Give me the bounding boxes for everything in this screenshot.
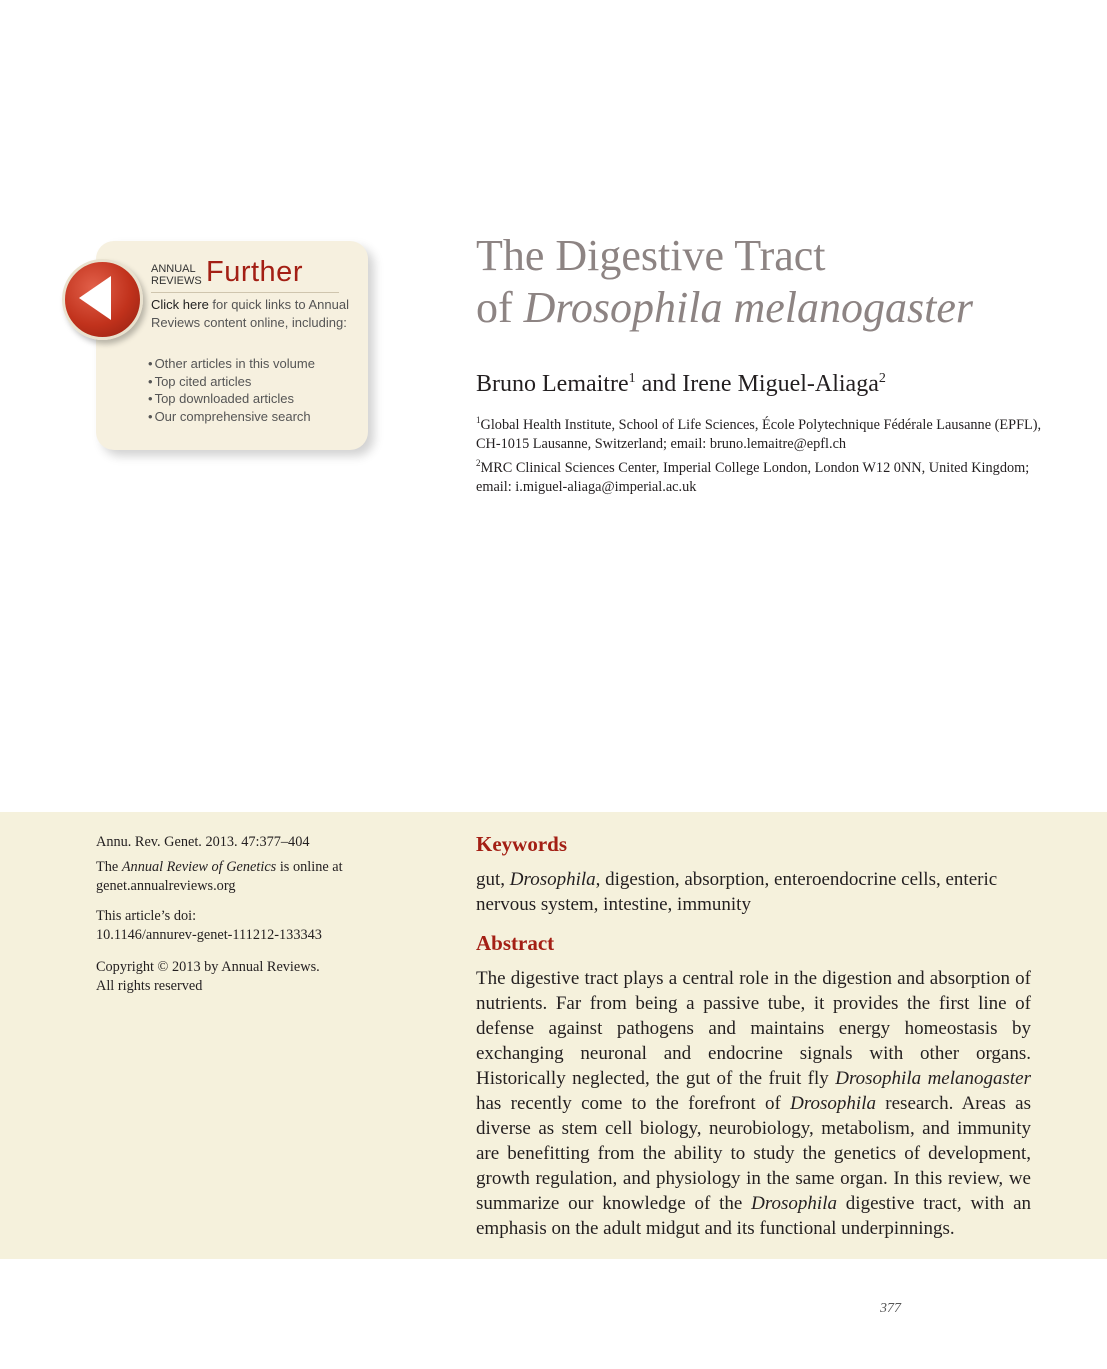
further-title: Further <box>206 256 303 288</box>
page-number: 377 <box>880 1301 901 1316</box>
divider <box>151 292 339 293</box>
abstract-text: The digestive tract plays a central role in the digestion and absorption of nutrients. Far from being a passive tube, it provides the first line of defense against pathogens and maintains energy homeostasis by exchanging neuronal and endocrine signals with other organs. Historically neglected, the gut of the fruit fly Drosophila melanogaster has recently come to the forefront of Drosophila research. Areas as diverse as stem cell biology, neurobiology, metabolism, and immunity are benefitting from the ability to study the genetics of development, growth regulation, and physiology in the same organ. In this review, we summarize our knowledge of the Drosophila digestive tract, with an emphasis on the adult midgut and its functional underpinnings. <box>476 968 1032 1239</box>
abstract-heading: Abstract <box>476 931 555 955</box>
further-item-other-articles[interactable]: • Other articles in this volume <box>148 355 315 373</box>
further-list <box>148 355 315 425</box>
affiliation-1: $^1$Global Health Institute, School of Life Sciences, École Polytechnique Fédérale Lausanne (EPFL), CH-1015 Lausanne, Switzerland; email: bruno.lemaitre@epfl.ch <box>476 415 1042 452</box>
author-list: Bruno Lemaitre$^1$ and Irene Miguel-Aliaga$^2$ <box>476 371 886 397</box>
annual-reviews-logo: ANNUAL REVIEWS <box>151 263 202 287</box>
keywords-heading: Keywords <box>476 832 567 856</box>
click-here-link[interactable]: Click here <box>151 297 209 312</box>
doi-link[interactable]: 10.1146/annurev-genet-111212-133343 <box>96 927 322 943</box>
copyright: Copyright © 2013 by Annual Reviews. All rights reserved <box>96 959 320 994</box>
further-item-search[interactable]: • Our comprehensive search <box>148 408 315 426</box>
further-item-top-downloaded[interactable]: • Top downloaded articles <box>148 390 315 408</box>
online-note: The Annual Review of Genetics is online at genet.annualreviews.org <box>96 859 343 894</box>
keywords-list: gut, Drosophila, digestion, absorption, enteroendocrine cells, enteric nervous system, intestine, immunity <box>476 869 998 915</box>
article-title: The Digestive Tract of Drosophila melanogaster <box>476 231 974 332</box>
back-arrow-icon[interactable] <box>62 259 143 340</box>
citation: Annu. Rev. Genet. 2013. 47:377–404 <box>96 834 310 850</box>
further-item-top-cited[interactable]: • Top cited articles <box>148 373 315 391</box>
doi-block: This article’s doi: 10.1146/annurev-genet-111212-133343 <box>96 907 396 945</box>
affiliation-2: $^2$MRC Clinical Sciences Center, Imperial College London, London W12 0NN, United Kingdom; email: i.miguel-aliaga@imperial.ac.uk <box>476 458 1030 495</box>
further-intro: Click here for quick links to Annual Reviews content online, including: <box>151 297 349 330</box>
